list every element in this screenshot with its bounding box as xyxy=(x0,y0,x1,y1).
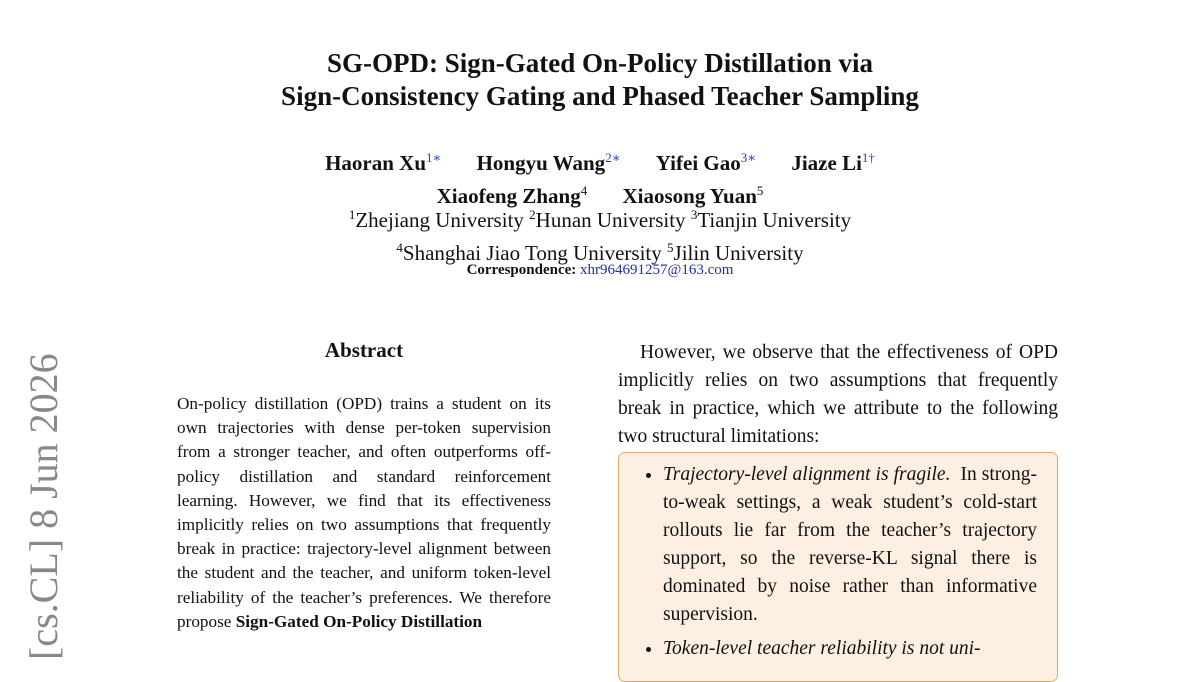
title-line-2: Sign-Consistency Gating and Phased Teacher Sampling xyxy=(281,81,919,111)
affiliation: Shanghai Jiao Tong University xyxy=(402,241,662,265)
affiliation: Jilin University xyxy=(673,241,804,265)
limitation-item: • Token-level teacher reliability is not uni- xyxy=(663,635,1037,663)
abstract-heading: Abstract xyxy=(324,338,404,362)
affiliation: Zhejiang University xyxy=(355,208,524,232)
author: Haoran $Xu^{1∗}$ xyxy=(325,150,442,175)
paper-title xyxy=(0,47,1200,113)
abstract-body: On-policy distillation (OPD) trains a student on its own trajectories with dense per-token supervision from a stronger teacher, and often outperforms off-policy distillation and standard reinforcement learning. However, we find that its effectiveness implicitly relies on two assumptions that frequently break in practice: trajectory-level alignment between the student and the teacher, and uniform token-level reliability of the teacher’s preferences. We therefore propose Sign-Gated On-Policy Distillation xyxy=(177,394,551,631)
limitation-item: • Trajectory-level alignment is fragile. In strong-to-weak settings, a weak student’s cold-start rollouts lie far from the teacher’s trajectory support, so the reverse-KL signal there is dominated by noise rather than informative supervision. xyxy=(663,461,1037,629)
title-line-1: SG-OPD: Sign-Gated On-Policy Distillation via xyxy=(326,48,873,78)
affiliation: Tianjin University xyxy=(697,208,852,232)
author: Yifei Gao$^{3∗}$ xyxy=(655,150,757,175)
author: Hongyu Wang$^{2∗}$ xyxy=(476,150,621,175)
author: Xiaosong Yuan$^5$ xyxy=(622,183,764,208)
correspondence-label: Correspondence: xyxy=(466,262,577,278)
author: Jiaze $Li^{1\dagger}$ xyxy=(791,150,875,175)
correspondence xyxy=(0,262,1200,279)
intro-paragraph: However, we observe that the effectiveness of OPD implicitly relies on two assumptions that frequently break in practice, which we attribute to the following two structural limitations: xyxy=(618,342,1058,447)
arxiv-watermark: [cs.CL] 8 Jun 2026 xyxy=(21,353,66,660)
correspondence-email-link[interactable]: xhr964691257@163.com xyxy=(580,262,734,278)
affiliation: Hunan University xyxy=(535,208,686,232)
affiliations: $^1$Zhejiang University $^2$Hunan University $^3$Tianjin University $^4$Shanghai Jiao Tong University $^5$Jilin University xyxy=(348,207,852,265)
method-name: Sign-Gated On-Policy Distillation xyxy=(235,611,483,631)
author: Xiaofeng Zhang$^4$ xyxy=(436,183,588,208)
